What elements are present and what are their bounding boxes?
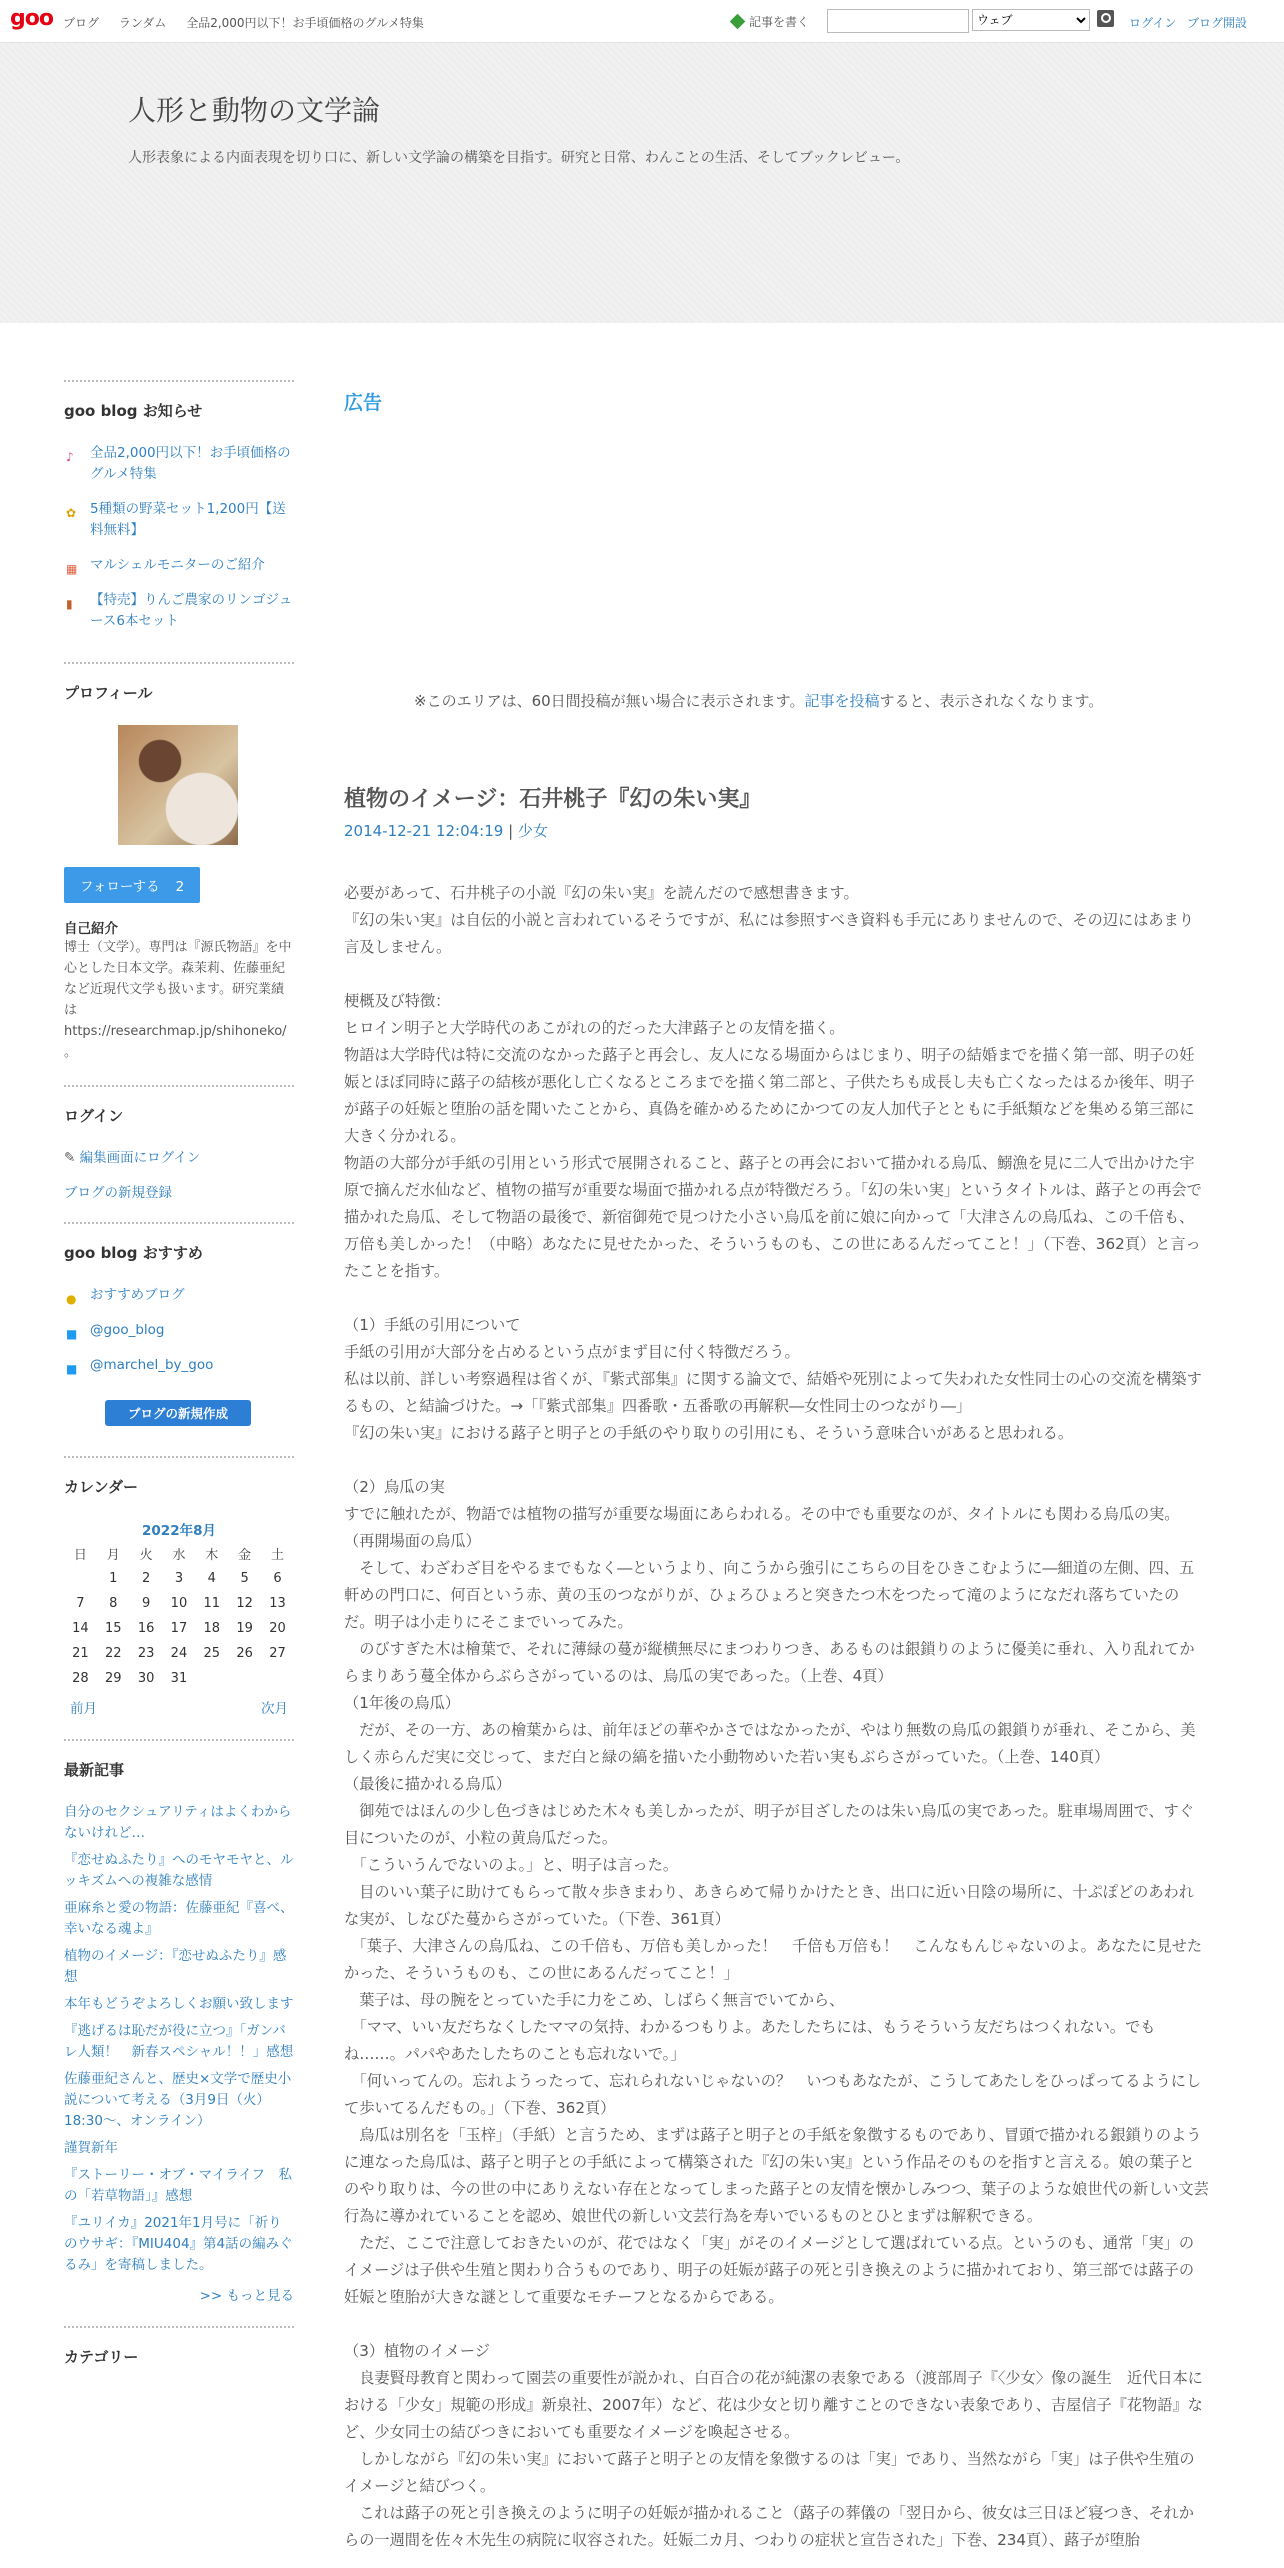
notice-item[interactable]: [64, 443, 294, 485]
search-input[interactable]: [827, 9, 969, 33]
follow-button[interactable]: [64, 867, 200, 903]
recommend-blog-link[interactable]: [64, 1285, 294, 1306]
ad-heading: 広告: [344, 392, 383, 414]
recent-heading: 最新記事: [64, 1739, 294, 1780]
calendar-day[interactable]: 6: [273, 1571, 282, 1586]
flower-icon: ✿: [66, 506, 77, 520]
calendar-day[interactable]: 2: [141, 1571, 151, 1586]
pencil-icon: ✎: [64, 1150, 80, 1166]
profile-heading: プロフィール: [64, 662, 294, 703]
calendar-weekday: 土: [271, 1548, 285, 1563]
notice-item[interactable]: [64, 555, 294, 576]
top-nav: [63, 14, 440, 31]
post-paragraph: 手紙の引用が大部分を占めるという点がまず目に付く特徴だろう。: [344, 1343, 800, 1361]
recent-post-link[interactable]: 自分のセクシュアリティはよくわからないけれど…: [64, 1804, 292, 1841]
blog-header: [0, 43, 1284, 323]
post-paragraph: （1）手紙の引用について: [344, 1316, 521, 1334]
recent-post-link[interactable]: 謹賀新年: [64, 2140, 118, 2156]
post-article-link[interactable]: 記事を投稿: [804, 692, 880, 710]
post-paragraph: 私は以前、詳しい考察過程は省くが、『紫式部集』に関する論文で、結婚や死別によって失われた女性同士の心の交流を構築するもの、と結論づけた。→「『紫式部集』四番歌・五番歌の再解釈―女性同士のつながり―」: [344, 1370, 1202, 1415]
calendar-day[interactable]: 27: [269, 1646, 286, 1661]
calendar-day[interactable]: 26: [236, 1646, 253, 1661]
calendar-weekday: 日: [73, 1548, 87, 1563]
ad-note-prefix: ※このエリアは、60日間投稿が無い場合に表示されます。: [414, 692, 805, 710]
post-paragraph: 「ママ、いい友だちなくしたママの気持、わかるつもりよ。あたしたちには、もうそういう友だちはつくれない。でもね……。パパやあたしたちのことも忘れないで。」: [344, 2018, 1156, 2063]
calendar-nav: [64, 1697, 294, 1717]
follow-label: フォローする: [80, 879, 160, 895]
recent-post-link[interactable]: 植物のイメージ：『恋せぬふたり』感想: [64, 1948, 287, 1985]
recent-post-link[interactable]: 本年もどうぞよろしくお願い致します: [64, 1996, 294, 2012]
nav-random[interactable]: ランダム: [118, 16, 167, 30]
calendar-day: [261, 1666, 294, 1691]
recent-post-link[interactable]: 『ストーリー・オブ・マイライフ 私の「若草物語」』感想: [64, 2167, 293, 2204]
bulb-icon: ●: [66, 1292, 77, 1306]
calendar-day[interactable]: 17: [170, 1621, 188, 1636]
edit-login-label: 編集画面にログイン: [79, 1150, 201, 1166]
notice-heading: goo blog お知らせ: [64, 380, 294, 421]
calendar-week: [64, 1566, 294, 1591]
music-note-icon: ♪: [66, 450, 74, 464]
post-paragraph: のびすぎた木は檜葉で、それに薄緑の蔓が縦横無尽にまつわりつき、あるものは銀鎖りのように優美に垂れ、入り乱れてからまりあう蔓全体からぶらさがっているのは、烏瓜の実であった。（上巻、4頁）: [344, 1640, 1195, 1685]
calendar-next-link[interactable]: 次月: [261, 1701, 288, 1717]
post-paragraph: （最後に描かれる烏瓜）: [344, 1775, 512, 1793]
main-content: [344, 380, 1209, 2549]
recommend-heading: goo blog おすすめ: [64, 1222, 294, 1263]
calendar-weekday: 水: [172, 1548, 186, 1563]
recommend-list: [64, 1285, 294, 1376]
calendar-day[interactable]: 25: [203, 1646, 221, 1661]
post-paragraph: 御苑ではほんの少し色づきはじめた木々も美しかったが、明子が目ざしたのは朱い烏瓜の実であった。駐車場周囲で、すぐ目についたのが、小粒の黄烏瓜だった。: [344, 1802, 1195, 1847]
recent-post-link[interactable]: 『恋せぬふたり』へのモヤモヤと、ルッキズムへの複雑な感情: [64, 1852, 294, 1889]
calendar-day[interactable]: 5: [240, 1571, 249, 1586]
post-paragraph: 良妻賢母教育と関わって園芸の重要性が説かれ、白百合の花が純潔の表象である（渡部周子『〈少女〉像の誕生 近代日本における「少女」規範の形成』新泉社、2007年）など、花は少女と切り離すことのできない表象であり、吉屋信子『花物語』など、少女同士の結びつきにおいても重要なイメージを喚起させる。: [344, 2369, 1203, 2441]
calendar-day: [64, 1566, 97, 1591]
calendar-day[interactable]: 18: [203, 1621, 221, 1636]
calendar-weekdays: [64, 1541, 294, 1566]
post-paragraph: 『幻の朱い実』における蕗子と明子との手紙のやり取りの引用にも、そういう意味合いがあると思われる。: [344, 1424, 1073, 1442]
calendar-day[interactable]: 22: [104, 1646, 122, 1661]
blog-title[interactable]: 人形と動物の文学論: [128, 94, 381, 127]
top-bar: [0, 0, 1284, 43]
calendar-week: [64, 1641, 294, 1666]
post-paragraph: 梗概及び特徴：: [344, 992, 451, 1010]
post-paragraph: ヒロイン明子と大学時代のあこがれの的だった大津蕗子との友情を描く。: [344, 1019, 845, 1037]
calendar-day: [228, 1666, 261, 1691]
calendar-day[interactable]: 13: [269, 1596, 286, 1611]
calendar-heading: カレンダー: [64, 1456, 294, 1497]
calendar-prev-link[interactable]: 前月: [70, 1701, 97, 1717]
notice-item-label: 【特売】りんご農家のリンゴジュース6本セット: [90, 592, 293, 629]
notice-item-label: 5種類の野菜セット1,200円【送料無料】: [90, 501, 286, 538]
post-paragraph: これは蕗子の死と引き換えのように明子の妊娠が描かれること（蕗子の葬儀の「翌日から、彼女は三日ほど寝つき、それからの一週間を佐々木先生の病院に収容された。妊娠二カ月、つわりの症状と宣告された」下巻、234頁）、蕗子が堕胎: [344, 2504, 1194, 2549]
calendar-weekday: 月: [106, 1548, 120, 1563]
sidebar: [64, 380, 294, 2389]
post-meta: [344, 820, 548, 841]
calendar-day[interactable]: 8: [109, 1596, 118, 1611]
intro-label: 自己紹介: [64, 921, 118, 937]
post-paragraph: 目のいい葉子に助けてもらって散々歩きまわり、あきらめて帰りかけたとき、出口に近い日陰の場所に、十ぷぽどのあわれな実が、しなびた蔓からさがっていた。（下巻、361頁）: [344, 1883, 1194, 1928]
calendar-table: [64, 1541, 294, 1691]
search-icon[interactable]: [1097, 10, 1114, 27]
calendar-day[interactable]: 7: [76, 1596, 85, 1611]
post-paragraph: 「何いってんの。忘れようったって、忘れられないじゃないの？ いつもあなたが、こうしてあたしをひっぱってるようにして歩いてるんだもの。」（下巻、362頁）: [344, 2072, 1202, 2117]
post-paragraph: 必要があって、石井桃子の小説『幻の朱い実』を読んだので感想書きます。: [344, 884, 859, 902]
intro-text: 博士（文学）。専門は『源氏物語』を中心とした日本文学。森茉莉、佐藤亜紀など近現代文学も扱います。研究業績は https://researchmap.jp/shihoneko/ 。: [64, 940, 292, 1060]
notice-list: [64, 443, 294, 632]
calendar-day[interactable]: 12: [236, 1596, 253, 1611]
calendar-week: [64, 1591, 294, 1616]
calendar-week: [64, 1616, 294, 1641]
post-paragraph: 『幻の朱い実』は自伝的小説と言われているそうですが、私には参照すべき資料も手元にありませんので、その辺にはあまり言及しません。: [344, 911, 1194, 956]
post-paragraph: だが、その一方、あの檜葉からは、前年ほどの華やかさではなかったが、やはり無数の烏瓜の銀鎖りが垂れ、そこから、美しく赤らんだ実に交じって、まだ白と緑の縞を描いた小動物めいた若い実もぶらさがっていた。（上巻、140頁）: [344, 1721, 1196, 1766]
post-paragraph: ただ、ここで注意しておきたいのが、花ではなく「実」がそのイメージとして選ばれている点。というのも、通常「実」のイメージは子供や生殖と関わり合うものであり、明子の妊娠が蕗子の死と引き換えのように描かれており、第三部では蕗子の妊娠と堕胎が大きな謎として重要なモチーフとなるからである。: [344, 2234, 1195, 2306]
post-paragraph: そして、わざわざ目をやるまでもなく―というより、向こうから強引にこちらの目をひきこむように―細道の左側、四、五軒めの門口に、何百という赤、黄の玉のつながりが、ひょろひょろと突きたつ木をつたって滝のようになだれ落ちていたのだ。明子は小走りにそこまでいってみた。: [344, 1559, 1195, 1631]
category-heading: カテゴリー: [64, 2326, 294, 2367]
post-paragraph: 烏瓜は別名を「玉梓」（手紙）と言うため、まずは蕗子と明子との手紙を象徴するものであり、冒頭で描かれる銀鎖りのように連なった烏瓜は、蕗子と明子との手紙によって構築された『幻の朱い実』という作品そのものを指すと言える。娘の葉子とのやり取りは、今の世の中にありえない存在となってしまった蕗子との友情を懐かしみつつ、葉子のような娘世代の新しい文芸行為に導かれていることを認め、娘世代の新しい文芸行為を寿いでいるものとひとまずは解釈できる。: [344, 2126, 1209, 2225]
blog-description: 人形表象による内面表現を切り口に、新しい文学論の構築を目指す。研究と日常、わんことの生活、そしてブックレビュー。: [128, 150, 910, 166]
recent-post-link[interactable]: 亜麻糸と愛の物語：佐藤亜紀『喜べ、幸いなる魂よ』: [64, 1900, 294, 1937]
blank-line: [344, 2311, 1209, 2338]
login-link[interactable]: ログイン: [1129, 16, 1177, 30]
calendar-weekday: 木: [205, 1548, 219, 1563]
calendar-month: 2022年8月: [142, 1523, 216, 1539]
post-paragraph: （2）烏瓜の実: [344, 1478, 445, 1496]
calendar-day[interactable]: 16: [137, 1621, 155, 1636]
recent-list: [64, 1802, 294, 2276]
twitter-icon: ■: [66, 1362, 78, 1376]
calendar-day[interactable]: 3: [174, 1571, 184, 1586]
nav-blog[interactable]: ブログ: [63, 16, 100, 30]
calendar-day[interactable]: 24: [170, 1646, 188, 1661]
login-list: [64, 1148, 294, 1204]
search-scope-select[interactable]: [972, 9, 1090, 31]
twitter-goo-blog-label: @goo_blog: [90, 1322, 165, 1338]
post-paragraph: （3）植物のイメージ: [344, 2342, 490, 2360]
calendar-day[interactable]: 1: [109, 1571, 118, 1586]
notice-item-label: 全品2,000円以下！お手頃価格のグルメ特集: [90, 445, 291, 482]
calendar-weekday: 火: [139, 1548, 153, 1563]
grid-icon: ▦: [66, 562, 78, 576]
write-post-label: 記事を書く: [749, 15, 810, 29]
meta-separator: |: [503, 822, 518, 840]
goo-logo[interactable]: goo: [10, 6, 53, 31]
blank-line: [344, 961, 1209, 988]
follow-count: 2: [175, 879, 185, 895]
new-blog-create-button[interactable]: ブログの新規作成: [105, 1400, 251, 1426]
calendar-day[interactable]: 30: [137, 1671, 155, 1686]
calendar-day[interactable]: 31: [170, 1671, 188, 1686]
calendar-weekday: 金: [238, 1548, 252, 1563]
calendar-day[interactable]: 20: [269, 1621, 286, 1636]
calendar-day[interactable]: 28: [72, 1671, 89, 1686]
calendar-day[interactable]: 9: [141, 1596, 151, 1611]
notice-item[interactable]: [64, 590, 294, 632]
post-date[interactable]: 2014-12-21 12:04:19: [344, 822, 504, 840]
post-title[interactable]: 植物のイメージ：石井桃子『幻の朱い実』: [344, 787, 762, 812]
recent-post-link[interactable]: 『逃げるは恥だが役に立つ』「ガンバレ人類！ 新春スペシャル！！」感想: [64, 2023, 294, 2060]
calendar-day[interactable]: 4: [207, 1571, 216, 1586]
calendar-day: [195, 1666, 228, 1691]
calendar-day[interactable]: 29: [104, 1671, 122, 1686]
more-link[interactable]: >> もっと見る: [199, 2288, 294, 2304]
twitter-marchel-label: @marchel_by_goo: [90, 1357, 214, 1373]
post-paragraph: （1年後の烏瓜）: [344, 1694, 460, 1712]
write-post-link[interactable]: [732, 13, 809, 30]
post-paragraph: 「こういうんでないのよ。」と、明子は言った。: [344, 1856, 679, 1874]
calendar-day[interactable]: 11: [203, 1596, 221, 1611]
recommend-blog-label: おすすめブログ: [90, 1287, 185, 1303]
recent-post-link[interactable]: 佐藤亜紀さんと、歴史×文学で歴史小説について考える（3月9日（火）18:30～、オンライン）: [64, 2071, 292, 2129]
post-paragraph: しかしながら『幻の朱い実』において蕗子と明子との友情を象徴するのは「実」であり、当然ながら「実」は子供や生殖のイメージと結びつく。: [344, 2450, 1195, 2495]
calendar-day[interactable]: 19: [236, 1621, 253, 1636]
ad-note: [414, 690, 1103, 711]
login-heading: ログイン: [64, 1085, 294, 1126]
juice-icon: ▮: [66, 597, 73, 611]
open-blog-link[interactable]: ブログ開設: [1187, 16, 1248, 30]
twitter-goo-blog-link[interactable]: [64, 1320, 294, 1341]
post-paragraph: すでに触れたが、物語では植物の描写が重要な場面にあらわれる。その中でも重要なのが、タイトルにも関わる烏瓜の実。: [344, 1505, 1180, 1523]
calendar-day[interactable]: 10: [170, 1596, 188, 1611]
post-category[interactable]: 少女: [517, 822, 548, 840]
pencil-icon: [730, 14, 746, 30]
edit-login-link[interactable]: [64, 1148, 294, 1169]
calendar-day[interactable]: 14: [72, 1621, 89, 1636]
new-register-link[interactable]: [64, 1183, 294, 1204]
calendar-day[interactable]: 15: [104, 1621, 122, 1636]
post-paragraph: 物語の大部分が手紙の引用という形式で展開されること、蕗子との再会において描かれる烏瓜、鰯漁を見に二人で出かけた宇原で摘んだ水仙など、植物の描写が重要な場面で描かれる点が特徴だろう。「幻の朱い実」というタイトルは、蕗子との再会で描かれた烏瓜、そして物語の最後で、新宿御苑で見つけた小さい烏瓜を前に娘に向かって「大津さんの烏瓜ね、この千倍も、万倍も美しかった！（中略）あなたに見せたかった、そういうものも、この世にあるんだってこと！」（下巻、362頁）と言ったことを指す。: [344, 1154, 1202, 1280]
calendar-week: [64, 1666, 294, 1691]
profile-photo[interactable]: [118, 725, 238, 845]
new-register-label: ブログの新規登録: [64, 1185, 172, 1201]
twitter-marchel-link[interactable]: [64, 1355, 294, 1376]
recent-post-link[interactable]: 『ユリイカ』2021年1月号に「祈りのウサギ：『MIU404』第4話の編みぐるみ」を寄稿しました。: [64, 2215, 293, 2273]
calendar-day[interactable]: 21: [72, 1646, 89, 1661]
notice-item-label: マルシェルモニターのご紹介: [90, 557, 265, 573]
blank-line: [344, 1285, 1209, 1312]
nav-gourmet[interactable]: 全品2,000円以下！お手頃価格のグルメ特集: [186, 16, 424, 30]
post-paragraph: 物語は大学時代は特に交流のなかった蕗子と再会し、友人になる場面からはじまり、明子の結婚までを描く第一部、明子の妊娠とほぼ同時に蕗子の結核が悪化し亡くなるところまでを描く第二部と、子供たちも成長し夫も亡くなったはるか後年、明子が蕗子の妊娠と堕胎の話を聞いたことから、真偽を確かめるためにかつての友人加代子とともに手紙類などを集める第三部に大きく分かれる。: [344, 1046, 1195, 1145]
calendar-day[interactable]: 23: [137, 1646, 155, 1661]
ad-note-suffix: すると、表示されなくなります。: [879, 692, 1104, 710]
post-body: [344, 880, 1209, 2554]
twitter-icon: ■: [66, 1327, 78, 1341]
post-paragraph: 葉子は、母の腕をとっていた手に力をこめ、しばらく無言でいてから、: [344, 1991, 845, 2009]
notice-item[interactable]: [64, 499, 294, 541]
post-paragraph: （再開場面の烏瓜）: [344, 1532, 481, 1550]
blank-line: [344, 1447, 1209, 1474]
post-paragraph: 「葉子、大津さんの烏瓜ね、この千倍も、万倍も美しかった！ 千倍も万倍も！ こんなもんじゃないのよ。あなたに見せたかった、そういうものも、この世にあるんだってこと！」: [344, 1937, 1203, 1982]
